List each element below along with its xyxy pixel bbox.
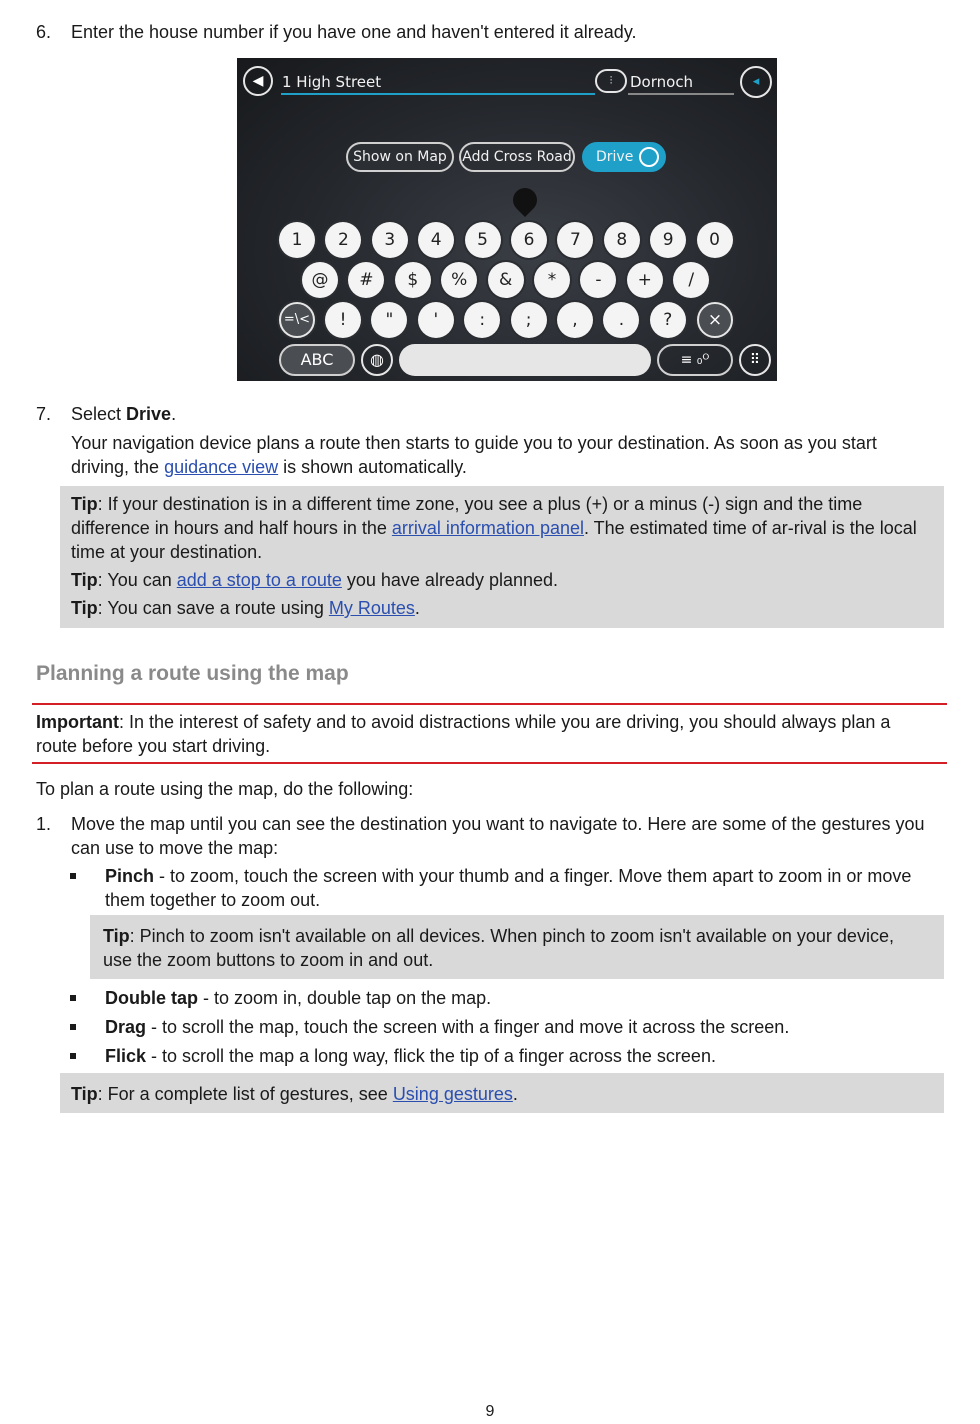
- bullet: [70, 995, 76, 1001]
- step-text: Select Drive.: [71, 404, 177, 424]
- bullet-drag: Drag - to scroll the map, touch the screen with a finger and move it across the screen.: [105, 1017, 790, 1037]
- step-text: Move the map until you can see the destination you want to navigate to. Here are some of the gestures you can use to move the map:: [71, 814, 925, 858]
- keyboard-key[interactable]: ;: [511, 302, 547, 338]
- bullet: [70, 1024, 76, 1030]
- important-note: Important: In the interest of safety and to avoid distractions while you are driving, you should always plan a route before you start driving.: [36, 712, 891, 756]
- keyboard-key[interactable]: $: [395, 262, 431, 298]
- abc-key[interactable]: ABC: [279, 344, 355, 376]
- intro-text: To plan a route using the map, do the following:: [36, 779, 414, 799]
- symbols-toggle-key[interactable]: =\<: [279, 302, 315, 338]
- keyboard-key[interactable]: #: [348, 262, 384, 298]
- house-number-icon[interactable]: ⫶: [595, 69, 627, 93]
- tip-time-zone: Tip: If your destination is in a different time zone, you see a plus (+) or a minus (-) sign and the time difference in hours and half hours in the arrival information panel. The estimated time of ar-rival is the local time at your destination.: [71, 494, 917, 562]
- step7-paragraph: Your navigation device plans a route then starts to guide you to your destination. As soon as you start driving, the guidance view is shown automatically.: [71, 433, 877, 477]
- keyboard-key[interactable]: @: [302, 262, 338, 298]
- keyboard-key[interactable]: 1: [279, 222, 315, 258]
- bullet: [70, 873, 76, 879]
- step-number: 6.: [36, 22, 52, 42]
- delete-key[interactable]: ×: [697, 302, 733, 338]
- using-gestures-link[interactable]: Using gestures: [392, 1084, 513, 1104]
- keyboard-key[interactable]: -: [580, 262, 616, 298]
- keyboard-key[interactable]: 3: [372, 222, 408, 258]
- keyboard-key[interactable]: 5: [465, 222, 501, 258]
- keyboard-key[interactable]: &: [488, 262, 524, 298]
- tip-box-pinch: Tip: Pinch to zoom isn't available on all devices. When pinch to zoom isn't available on your device, use the zoom buttons to zoom in and out.: [90, 915, 944, 979]
- keyboard-grid-icon[interactable]: ⠿: [739, 344, 771, 376]
- keyboard-key[interactable]: ': [418, 302, 454, 338]
- keyboard-key[interactable]: /: [673, 262, 709, 298]
- add-stop-link[interactable]: add a stop to a route: [176, 570, 342, 590]
- keyboard-key[interactable]: 9: [650, 222, 686, 258]
- tip-add-stop: Tip: You can add a stop to a route you have already planned.: [71, 570, 559, 590]
- important-bottom-rule: [32, 762, 947, 764]
- bullet-pinch: Pinch - to zoom, touch the screen with your thumb and a finger. Move them apart to zoom in or move them together to zoom out.: [105, 866, 912, 910]
- keyboard-key[interactable]: !: [325, 302, 361, 338]
- steering-wheel-icon: [639, 147, 659, 167]
- keyboard-key[interactable]: .: [603, 302, 639, 338]
- keyboard-key[interactable]: +: [627, 262, 663, 298]
- keyboard-key[interactable]: 6: [511, 222, 547, 258]
- device-screenshot: [237, 58, 777, 381]
- show-on-map-button[interactable]: Show on Map: [346, 142, 454, 172]
- city-underline: [628, 93, 734, 95]
- add-cross-road-button[interactable]: Add Cross Road: [459, 142, 575, 172]
- bullet-flick: Flick - to scroll the map a long way, flick the tip of a finger across the screen.: [105, 1046, 716, 1066]
- back-icon[interactable]: ◀: [243, 66, 273, 96]
- important-top-rule: [32, 703, 947, 705]
- results-list-button[interactable]: ≡ ₀ᴼ: [657, 344, 733, 376]
- page-number: 9: [485, 1403, 495, 1420]
- city-field[interactable]: Dornoch: [630, 73, 694, 91]
- my-routes-link[interactable]: My Routes: [328, 598, 415, 618]
- keyboard-key[interactable]: ?: [650, 302, 686, 338]
- keyboard-key[interactable]: ": [371, 302, 407, 338]
- step-text: Enter the house number if you have one and haven't entered it already.: [71, 22, 637, 42]
- drive-label: Drive: [596, 149, 634, 165]
- globe-icon[interactable]: ◍: [361, 344, 393, 376]
- tip-box: [60, 486, 944, 628]
- drive-button[interactable]: [582, 142, 666, 172]
- keyboard-key[interactable]: 4: [418, 222, 454, 258]
- guidance-view-link[interactable]: guidance view: [164, 457, 279, 477]
- space-bar[interactable]: [399, 344, 651, 376]
- tip-box-gestures: Tip: For a complete list of gestures, see Using gestures.: [60, 1073, 944, 1113]
- drive-term: Drive: [126, 404, 172, 424]
- keyboard-key[interactable]: 8: [604, 222, 640, 258]
- keyboard-key[interactable]: *: [534, 262, 570, 298]
- location-icon[interactable]: ◂: [740, 66, 772, 98]
- keyboard-key[interactable]: ,: [557, 302, 593, 338]
- keyboard-key[interactable]: %: [441, 262, 477, 298]
- street-field[interactable]: 1 High Street: [282, 73, 382, 91]
- keyboard-key[interactable]: 0: [697, 222, 733, 258]
- bullet: [70, 1053, 76, 1059]
- bullet-double-tap: Double tap - to zoom in, double tap on the map.: [105, 988, 492, 1008]
- map-pin-icon: [508, 183, 542, 217]
- keyboard-key[interactable]: 2: [325, 222, 361, 258]
- tip-save-route: Tip: You can save a route using My Routes.: [71, 598, 420, 618]
- section-heading: Planning a route using the map: [36, 662, 349, 685]
- step-number: 1.: [36, 814, 52, 834]
- step-number: 7.: [36, 404, 52, 424]
- arrival-information-panel-link[interactable]: arrival information panel: [391, 518, 584, 538]
- street-underline: [281, 93, 595, 95]
- keyboard-key[interactable]: :: [464, 302, 500, 338]
- keyboard-key[interactable]: 7: [557, 222, 593, 258]
